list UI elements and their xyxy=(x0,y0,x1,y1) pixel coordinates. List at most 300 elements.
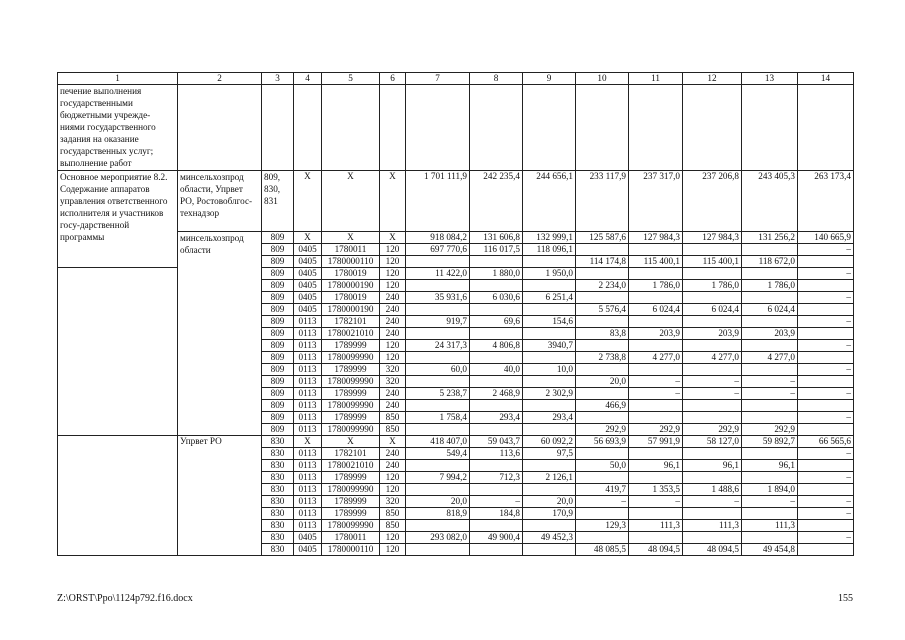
table-cell: 40,0 xyxy=(470,364,523,376)
table-cell: 850 xyxy=(380,520,406,532)
table-cell: 48 094,5 xyxy=(683,544,742,556)
event-name: Основное мероприятие 8.2. Содержание аппаратов управления ответственного исполнителя и участников госу-дарственной программы xyxy=(58,171,178,268)
table-cell: 10,0 xyxy=(523,364,576,376)
table-cell: 1 950,0 xyxy=(523,268,576,280)
table-cell xyxy=(742,412,798,424)
table-cell: 96,1 xyxy=(683,460,742,472)
table-cell: 0405 xyxy=(294,292,322,304)
table-cell: 418 407,0 xyxy=(406,436,470,448)
table-cell: 240 xyxy=(380,316,406,328)
table-cell: 118 096,1 xyxy=(523,244,576,256)
table-cell: 830 xyxy=(262,472,294,484)
table-cell: 0113 xyxy=(294,484,322,496)
table-cell: 809 xyxy=(262,292,294,304)
table-cell: 850 xyxy=(380,508,406,520)
table-cell: 203,9 xyxy=(683,328,742,340)
table-cell xyxy=(629,292,683,304)
table-cell: 2 302,9 xyxy=(523,388,576,400)
table-cell: 0405 xyxy=(294,256,322,268)
table-cell: – xyxy=(629,388,683,400)
table-cell xyxy=(798,352,854,364)
table-cell: X xyxy=(294,232,322,244)
table-cell: 115 400,1 xyxy=(683,256,742,268)
table-cell xyxy=(523,484,576,496)
table-cell: 292,9 xyxy=(576,424,629,436)
table-cell: 1789999 xyxy=(322,364,380,376)
table-cell: 549,4 xyxy=(406,448,470,460)
table-cell: 120 xyxy=(380,532,406,544)
table-cell: – xyxy=(798,292,854,304)
table-cell xyxy=(576,532,629,544)
table-cell: 120 xyxy=(380,340,406,352)
table-cell: 1780099990 xyxy=(322,520,380,532)
table-cell: 120 xyxy=(380,268,406,280)
table-cell: 809 xyxy=(262,256,294,268)
table-cell xyxy=(629,268,683,280)
column-number: 14 xyxy=(798,73,854,85)
table-cell: 830 xyxy=(262,508,294,520)
table-cell: 240 xyxy=(380,400,406,412)
table-cell xyxy=(742,316,798,328)
table-cell xyxy=(576,268,629,280)
table-cell: 140 665,9 xyxy=(798,232,854,244)
table-cell xyxy=(742,244,798,256)
table-cell: 1780021010 xyxy=(322,328,380,340)
table-cell: 59 043,7 xyxy=(470,436,523,448)
table-cell: 69,6 xyxy=(470,316,523,328)
table-cell: 49 454,8 xyxy=(742,544,798,556)
table-cell xyxy=(470,520,523,532)
table-cell: – xyxy=(683,376,742,388)
table-cell: 240 xyxy=(380,328,406,340)
table-cell: 111,3 xyxy=(683,520,742,532)
table-cell: 1 488,6 xyxy=(683,484,742,496)
table-cell: 1789999 xyxy=(322,508,380,520)
table-cell xyxy=(576,448,629,460)
table-cell xyxy=(523,352,576,364)
table-cell xyxy=(683,316,742,328)
table-cell xyxy=(798,484,854,496)
table-cell: 2 738,8 xyxy=(576,352,629,364)
table-cell: X xyxy=(322,436,380,448)
table-cell: 4 277,0 xyxy=(683,352,742,364)
table-cell: 1780021010 xyxy=(322,460,380,472)
table-cell xyxy=(629,412,683,424)
table-cell: 0113 xyxy=(294,412,322,424)
table-cell xyxy=(683,244,742,256)
table-cell: 0113 xyxy=(294,316,322,328)
column-number: 5 xyxy=(322,73,380,85)
table-cell: 6 024,4 xyxy=(742,304,798,316)
table-cell: 1780019 xyxy=(322,292,380,304)
table-cell: 292,9 xyxy=(629,424,683,436)
intro-text: печение выполнения государственными бюджетными учрежде-ниями государственного задания на оказание государственных услуг; выполнение работ xyxy=(58,85,178,171)
table-cell: 809 xyxy=(262,388,294,400)
table-cell: 129,3 xyxy=(576,520,629,532)
table-cell xyxy=(406,460,470,472)
table-cell xyxy=(470,400,523,412)
table-cell xyxy=(683,340,742,352)
table-cell: 830 xyxy=(262,484,294,496)
table-cell: 6 024,4 xyxy=(629,304,683,316)
table-cell: 49 452,3 xyxy=(523,532,576,544)
table-cell: 850 xyxy=(380,424,406,436)
table-cell: 2 468,9 xyxy=(470,388,523,400)
table-cell: 240 xyxy=(380,448,406,460)
table-cell xyxy=(523,328,576,340)
table-cell: 127 984,3 xyxy=(683,232,742,244)
table-cell: 203,9 xyxy=(629,328,683,340)
table-cell: 111,3 xyxy=(742,520,798,532)
table-cell: 97,5 xyxy=(523,448,576,460)
table-cell: 0405 xyxy=(294,532,322,544)
table-cell: 0113 xyxy=(294,424,322,436)
table-cell xyxy=(523,280,576,292)
table-cell: 293,4 xyxy=(470,412,523,424)
table-cell: 2 234,0 xyxy=(576,280,629,292)
table-cell xyxy=(576,340,629,352)
table-cell: 1780011 xyxy=(322,532,380,544)
table-cell: 830 xyxy=(262,544,294,556)
table-cell xyxy=(406,544,470,556)
table-cell: 96,1 xyxy=(742,460,798,472)
table-cell: 0113 xyxy=(294,520,322,532)
table-cell: 0113 xyxy=(294,352,322,364)
table-cell xyxy=(576,472,629,484)
table-cell: 4 277,0 xyxy=(742,352,798,364)
table-cell: 809 xyxy=(262,232,294,244)
table-cell: 125 587,6 xyxy=(576,232,629,244)
table-cell: 1780000110 xyxy=(322,256,380,268)
table-cell: 1 786,0 xyxy=(629,280,683,292)
column-number-row xyxy=(58,73,854,85)
table-cell xyxy=(683,364,742,376)
table-cell: 809 xyxy=(262,376,294,388)
table-cell xyxy=(470,352,523,364)
table-cell: – xyxy=(576,496,629,508)
table-cell: 1782101 xyxy=(322,448,380,460)
table-cell: – xyxy=(798,268,854,280)
table-cell xyxy=(629,400,683,412)
column-number: 11 xyxy=(629,73,683,85)
table-cell: 419,7 xyxy=(576,484,629,496)
table-cell xyxy=(683,448,742,460)
table-cell: 60,0 xyxy=(406,364,470,376)
table-cell: 20,0 xyxy=(406,496,470,508)
table-cell: 0113 xyxy=(294,376,322,388)
table-cell: 113,6 xyxy=(470,448,523,460)
table-cell: 1780099990 xyxy=(322,352,380,364)
table-cell xyxy=(629,448,683,460)
table-cell: 809 xyxy=(262,304,294,316)
table-cell: 697 770,6 xyxy=(406,244,470,256)
table-cell: X xyxy=(322,232,380,244)
table-cell: 830 xyxy=(262,436,294,448)
table-cell: 0113 xyxy=(294,508,322,520)
budget-table xyxy=(57,72,854,556)
table-cell: 850 xyxy=(380,412,406,424)
table-cell: 1789999 xyxy=(322,496,380,508)
table-cell: 818,9 xyxy=(406,508,470,520)
table-cell: – xyxy=(742,388,798,400)
table-cell: 830 xyxy=(262,532,294,544)
table-cell: 809 xyxy=(262,280,294,292)
table-cell: – xyxy=(798,496,854,508)
table-cell: 120 xyxy=(380,352,406,364)
table-cell: 0113 xyxy=(294,400,322,412)
table-cell xyxy=(742,508,798,520)
table-cell: 809 xyxy=(262,412,294,424)
table-cell: 1780019 xyxy=(322,268,380,280)
table-cell: – xyxy=(798,364,854,376)
event-codes: 809, 830, 831 xyxy=(262,171,294,232)
table-cell: 1789999 xyxy=(322,340,380,352)
table-cell: 320 xyxy=(380,496,406,508)
table-cell: 120 xyxy=(380,244,406,256)
table-cell: 919,7 xyxy=(406,316,470,328)
table-cell: 809 xyxy=(262,268,294,280)
table-cell: 4 806,8 xyxy=(470,340,523,352)
table-cell xyxy=(576,364,629,376)
table-cell: 132 999,1 xyxy=(523,232,576,244)
table-cell: 154,6 xyxy=(523,316,576,328)
table-cell: 127 984,3 xyxy=(629,232,683,244)
table-cell: 6 030,6 xyxy=(470,292,523,304)
table-cell: 240 xyxy=(380,292,406,304)
table-cell: 0405 xyxy=(294,304,322,316)
table-cell: 49 900,4 xyxy=(470,532,523,544)
table-cell xyxy=(683,472,742,484)
table-cell: 1780099990 xyxy=(322,376,380,388)
table-cell xyxy=(406,304,470,316)
table-cell: 35 931,6 xyxy=(406,292,470,304)
table-cell: 293,4 xyxy=(523,412,576,424)
table-cell xyxy=(406,424,470,436)
table-cell xyxy=(629,532,683,544)
column-number: 3 xyxy=(262,73,294,85)
table-cell: 809 xyxy=(262,352,294,364)
table-cell xyxy=(470,484,523,496)
table-cell: – xyxy=(798,340,854,352)
table-cell: 1 786,0 xyxy=(683,280,742,292)
column-number: 7 xyxy=(406,73,470,85)
table-cell: 809 xyxy=(262,424,294,436)
table-cell xyxy=(683,508,742,520)
table-cell xyxy=(742,448,798,460)
table-cell: – xyxy=(470,496,523,508)
table-cell xyxy=(683,532,742,544)
table-cell: 1780000110 xyxy=(322,544,380,556)
table-cell xyxy=(742,292,798,304)
table-cell xyxy=(470,424,523,436)
table-cell: 1789999 xyxy=(322,388,380,400)
table-cell: 131 256,2 xyxy=(742,232,798,244)
table-cell: 292,9 xyxy=(742,424,798,436)
table-cell: – xyxy=(798,532,854,544)
table-cell xyxy=(798,400,854,412)
table-cell: 120 xyxy=(380,280,406,292)
table-row xyxy=(58,436,854,448)
table-cell: 0113 xyxy=(294,340,322,352)
table-cell: 4 277,0 xyxy=(629,352,683,364)
table-cell: 116 017,5 xyxy=(470,244,523,256)
table-cell xyxy=(798,304,854,316)
table-cell xyxy=(629,508,683,520)
table-cell xyxy=(629,244,683,256)
table-cell: 170,9 xyxy=(523,508,576,520)
table-cell: 0405 xyxy=(294,268,322,280)
table-cell: 809 xyxy=(262,340,294,352)
table-cell: 809 xyxy=(262,400,294,412)
table-cell xyxy=(470,256,523,268)
table-cell: 830 xyxy=(262,460,294,472)
table-cell xyxy=(470,460,523,472)
table-cell: 1780099990 xyxy=(322,400,380,412)
table-cell: – xyxy=(742,376,798,388)
table-cell: 20,0 xyxy=(523,496,576,508)
table-cell: X xyxy=(294,436,322,448)
table-row xyxy=(58,232,854,244)
table-cell xyxy=(629,364,683,376)
table-cell: 184,8 xyxy=(470,508,523,520)
table-cell xyxy=(576,316,629,328)
table-cell xyxy=(406,400,470,412)
table-cell: 0405 xyxy=(294,244,322,256)
table-cell xyxy=(683,412,742,424)
table-cell xyxy=(798,460,854,472)
table-cell: 6 251,4 xyxy=(523,292,576,304)
table-cell xyxy=(576,244,629,256)
table-cell: 1780099990 xyxy=(322,484,380,496)
table-cell xyxy=(683,268,742,280)
table-cell: 5 576,4 xyxy=(576,304,629,316)
table-cell xyxy=(798,328,854,340)
table-cell: 1789999 xyxy=(322,472,380,484)
table-cell xyxy=(406,352,470,364)
table-cell xyxy=(406,376,470,388)
table-cell xyxy=(406,280,470,292)
table-cell xyxy=(683,400,742,412)
table-cell xyxy=(742,400,798,412)
table-cell xyxy=(470,328,523,340)
table-cell xyxy=(523,376,576,388)
table-cell: – xyxy=(798,244,854,256)
table-cell: – xyxy=(629,376,683,388)
table-cell: 830 xyxy=(262,448,294,460)
column-number: 1 xyxy=(58,73,178,85)
table-cell: 56 693,9 xyxy=(576,436,629,448)
table-cell: 712,3 xyxy=(470,472,523,484)
table-cell: 120 xyxy=(380,544,406,556)
table-cell: 0113 xyxy=(294,328,322,340)
table-cell: 96,1 xyxy=(629,460,683,472)
table-cell xyxy=(406,484,470,496)
column-number: 2 xyxy=(178,73,262,85)
table-cell: X xyxy=(380,436,406,448)
table-cell: – xyxy=(683,496,742,508)
table-cell xyxy=(523,256,576,268)
table-row xyxy=(58,268,854,280)
table-cell: 1 353,5 xyxy=(629,484,683,496)
column-number: 12 xyxy=(683,73,742,85)
page-number: 155 xyxy=(838,593,853,604)
table-cell xyxy=(742,268,798,280)
table-cell: 111,3 xyxy=(629,520,683,532)
table-cell xyxy=(523,424,576,436)
table-cell: 1 894,0 xyxy=(742,484,798,496)
table-cell: 240 xyxy=(380,388,406,400)
table-cell xyxy=(576,412,629,424)
table-cell: 830 xyxy=(262,496,294,508)
table-cell: 57 991,9 xyxy=(629,436,683,448)
event-executors: минсельхозпрод области, Упрвет РО, Ростовоблгос-технадзор xyxy=(178,171,262,232)
table-cell xyxy=(576,508,629,520)
table-cell: 320 xyxy=(380,376,406,388)
column-number: 6 xyxy=(380,73,406,85)
table-cell: 809 xyxy=(262,328,294,340)
column-number: 10 xyxy=(576,73,629,85)
table-cell: 114 174,8 xyxy=(576,256,629,268)
table-cell: X xyxy=(380,232,406,244)
table-cell xyxy=(742,532,798,544)
table-cell: 120 xyxy=(380,256,406,268)
table-cell xyxy=(798,424,854,436)
table-cell: 830 xyxy=(262,520,294,532)
table-cell: 1 880,0 xyxy=(470,268,523,280)
table-cell: 48 085,5 xyxy=(576,544,629,556)
table-cell: 58 127,0 xyxy=(683,436,742,448)
table-cell: 2 126,1 xyxy=(523,472,576,484)
table-cell: 1780000190 xyxy=(322,304,380,316)
table-cell: 59 892,7 xyxy=(742,436,798,448)
table-cell: 1780000190 xyxy=(322,280,380,292)
table-cell xyxy=(470,544,523,556)
table-cell: 60 092,2 xyxy=(523,436,576,448)
table-cell: 0113 xyxy=(294,472,322,484)
table-cell xyxy=(742,364,798,376)
table-cell: 3940,7 xyxy=(523,340,576,352)
table-cell xyxy=(798,256,854,268)
table-cell: 5 238,7 xyxy=(406,388,470,400)
table-cell: 0113 xyxy=(294,364,322,376)
table-cell: 203,9 xyxy=(742,328,798,340)
table-cell xyxy=(406,520,470,532)
table-cell xyxy=(523,520,576,532)
table-cell: 6 024,4 xyxy=(683,304,742,316)
table-cell: 0405 xyxy=(294,280,322,292)
table-cell xyxy=(629,472,683,484)
table-cell: 48 094,5 xyxy=(629,544,683,556)
table-cell xyxy=(629,316,683,328)
table-cell: 0113 xyxy=(294,388,322,400)
table-cell: 466,9 xyxy=(576,400,629,412)
table-cell xyxy=(798,280,854,292)
executor-ministry: минсельхозпрод области xyxy=(178,232,262,436)
table-cell: 1 758,4 xyxy=(406,412,470,424)
table-cell: 83,8 xyxy=(576,328,629,340)
table-cell: 292,9 xyxy=(683,424,742,436)
intro-row xyxy=(58,85,854,171)
table-cell: 1780099990 xyxy=(322,424,380,436)
table-cell: 240 xyxy=(380,304,406,316)
table-cell: 24 317,3 xyxy=(406,340,470,352)
table-cell: 0113 xyxy=(294,460,322,472)
table-cell: 120 xyxy=(380,484,406,496)
table-cell: 131 606,8 xyxy=(470,232,523,244)
table-cell: 1789999 xyxy=(322,412,380,424)
table-cell: – xyxy=(683,388,742,400)
table-cell xyxy=(406,328,470,340)
